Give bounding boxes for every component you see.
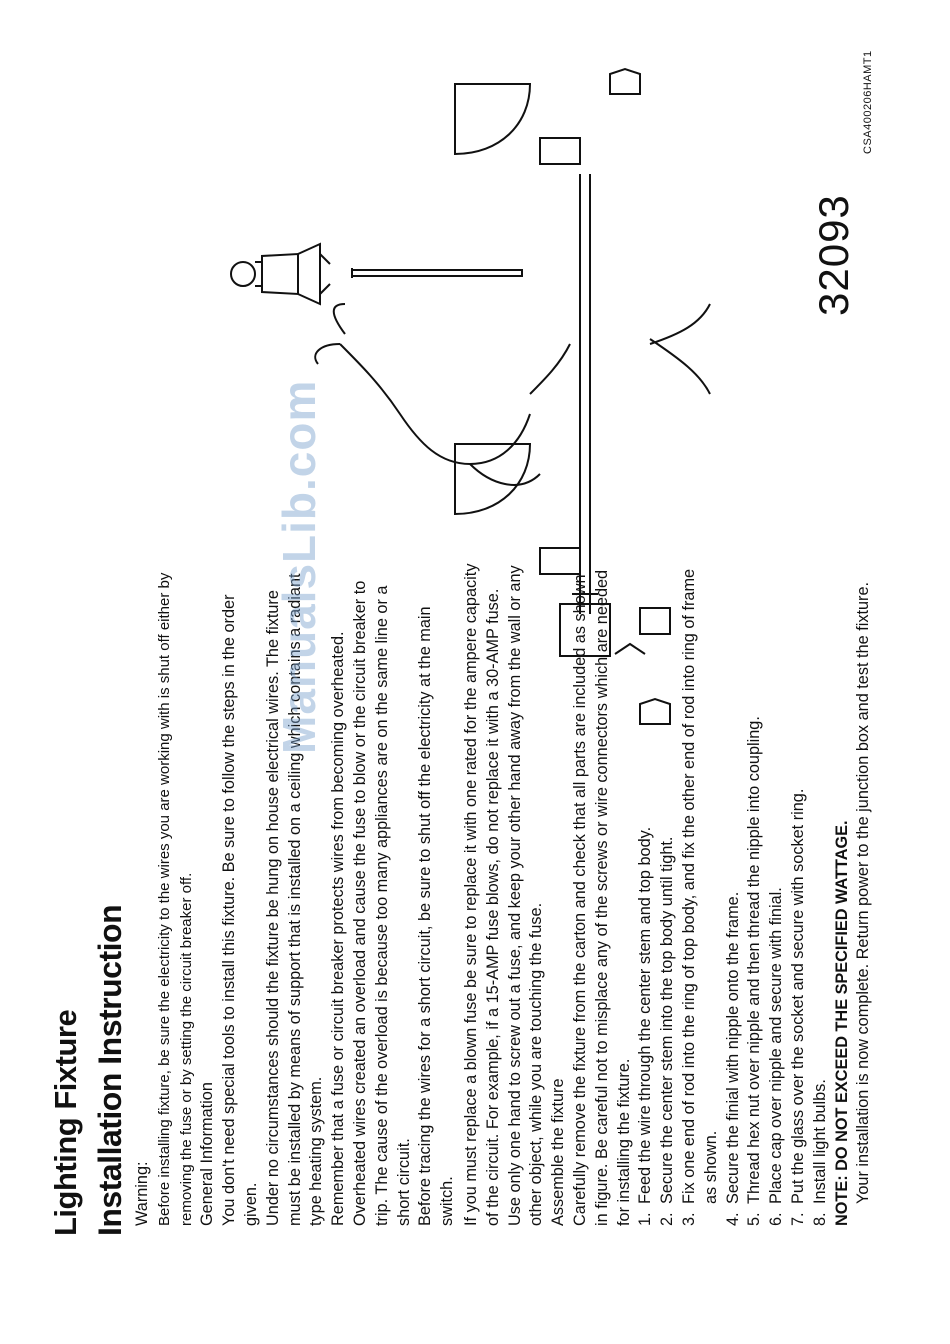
step-text: Put the glass over the socket and secure with socket ring. <box>788 788 807 1204</box>
step-text: Feed the wire through the center stem and top body. <box>636 826 655 1204</box>
model-number: 32093 <box>810 194 857 316</box>
frame-icon <box>560 174 610 656</box>
general-line: If you must replace a blown fuse be sure to replace it with one rated for the ampere capacity <box>461 563 480 1226</box>
general-line: Remember that a fuse or circuit breaker protects wires from becoming overheated. <box>329 631 348 1226</box>
step-text: Install light bulbs. <box>810 1079 829 1204</box>
general-line: Under no circumstances should the fixture be hung on house electrical wires. The fixture <box>263 590 282 1226</box>
glass-shade-icon <box>455 84 530 514</box>
page-subtitle: Installation Instruction <box>92 904 128 1236</box>
warning-line: removing the fuse or by setting the circuit breaker off. <box>177 872 195 1226</box>
wattage-note: NOTE: DO NOT EXCEED THE SPECIFIED WATTAGE. <box>832 820 851 1226</box>
assemble-heading: Assemble the fixture <box>549 1078 568 1226</box>
watermark: ManualsLib.com <box>273 379 325 754</box>
step-text: Thread hex nut over nipple and then thread the nipple into coupling. <box>745 716 764 1204</box>
step-text: Secure the center stem into the top body until tight. <box>658 836 677 1204</box>
step-number: 8. <box>810 1212 829 1226</box>
step-number: 1. <box>636 1212 655 1226</box>
general-line: short circuit. <box>394 1138 413 1226</box>
step-number: 3. <box>679 1212 698 1226</box>
step-number: 4. <box>723 1212 742 1226</box>
step-text: Place cap over nipple and secure with finial. <box>767 887 786 1204</box>
page-title: Lighting Fixture <box>48 1009 83 1236</box>
general-line: given. <box>241 1182 260 1226</box>
center-stem-icon <box>352 268 522 278</box>
general-line: You don't need special tools to install this fixture. Be sure to follow the steps in the order <box>220 594 239 1226</box>
canopy-icon <box>231 244 330 304</box>
general-line: other object, while you are touching the fuse. <box>527 902 546 1226</box>
warning-heading: Warning: <box>133 1161 151 1226</box>
general-heading: General Information <box>198 1082 217 1226</box>
assemble-line: Carefully remove the fixture from the carton and check that all parts are included as shown <box>570 574 589 1226</box>
general-line: Before tracing the wires for a short circuit, be sure to shut off the electricity at the main <box>416 606 435 1226</box>
step-number: 2. <box>658 1212 677 1226</box>
general-line: Use only one hand to screw out a fuse, and keep your other hand away from the wall or any <box>505 565 524 1226</box>
assemble-line: in figure. Be careful not to misplace any of the screws or wire connectors which are needed <box>592 569 611 1226</box>
general-line: must be installed by means of support that is installed on a ceiling which contains a radiant <box>285 573 304 1226</box>
step-number: 6. <box>767 1212 786 1226</box>
general-line: trip. The cause of the overload is because too many appliances are on the same line or a <box>372 585 391 1226</box>
step-text: Fix one end of rod into the ring of top body, and fix the other end of rod into ring of frame <box>679 568 698 1204</box>
assemble-line: for installing the fixture. <box>614 1058 633 1226</box>
general-line: switch. <box>438 1176 457 1226</box>
general-line: type heating system. <box>307 1076 326 1226</box>
document-code: CSA400206HAMT1 <box>862 50 874 154</box>
step-text: as shown. <box>701 1130 720 1204</box>
completion-text: Your installation is now complete. Return power to the junction box and test the fixture. <box>854 581 873 1204</box>
step-number: 5. <box>745 1212 764 1226</box>
warning-line: Before installing fixture, be sure the electricity to the wires you are working with is shut off either by <box>155 572 173 1226</box>
general-line: Overheated wires created an overload and cause the fuse to blow or the circuit breaker to <box>350 580 369 1226</box>
arm-rod-icon <box>315 304 710 485</box>
step-text: Secure the finial with nipple onto the frame. <box>723 891 742 1204</box>
step-number: 7. <box>788 1212 807 1226</box>
general-line: of the circuit. For example, if a 15-AMP fuse blows, do not replace it with a 30-AMP fuse. <box>483 588 502 1226</box>
